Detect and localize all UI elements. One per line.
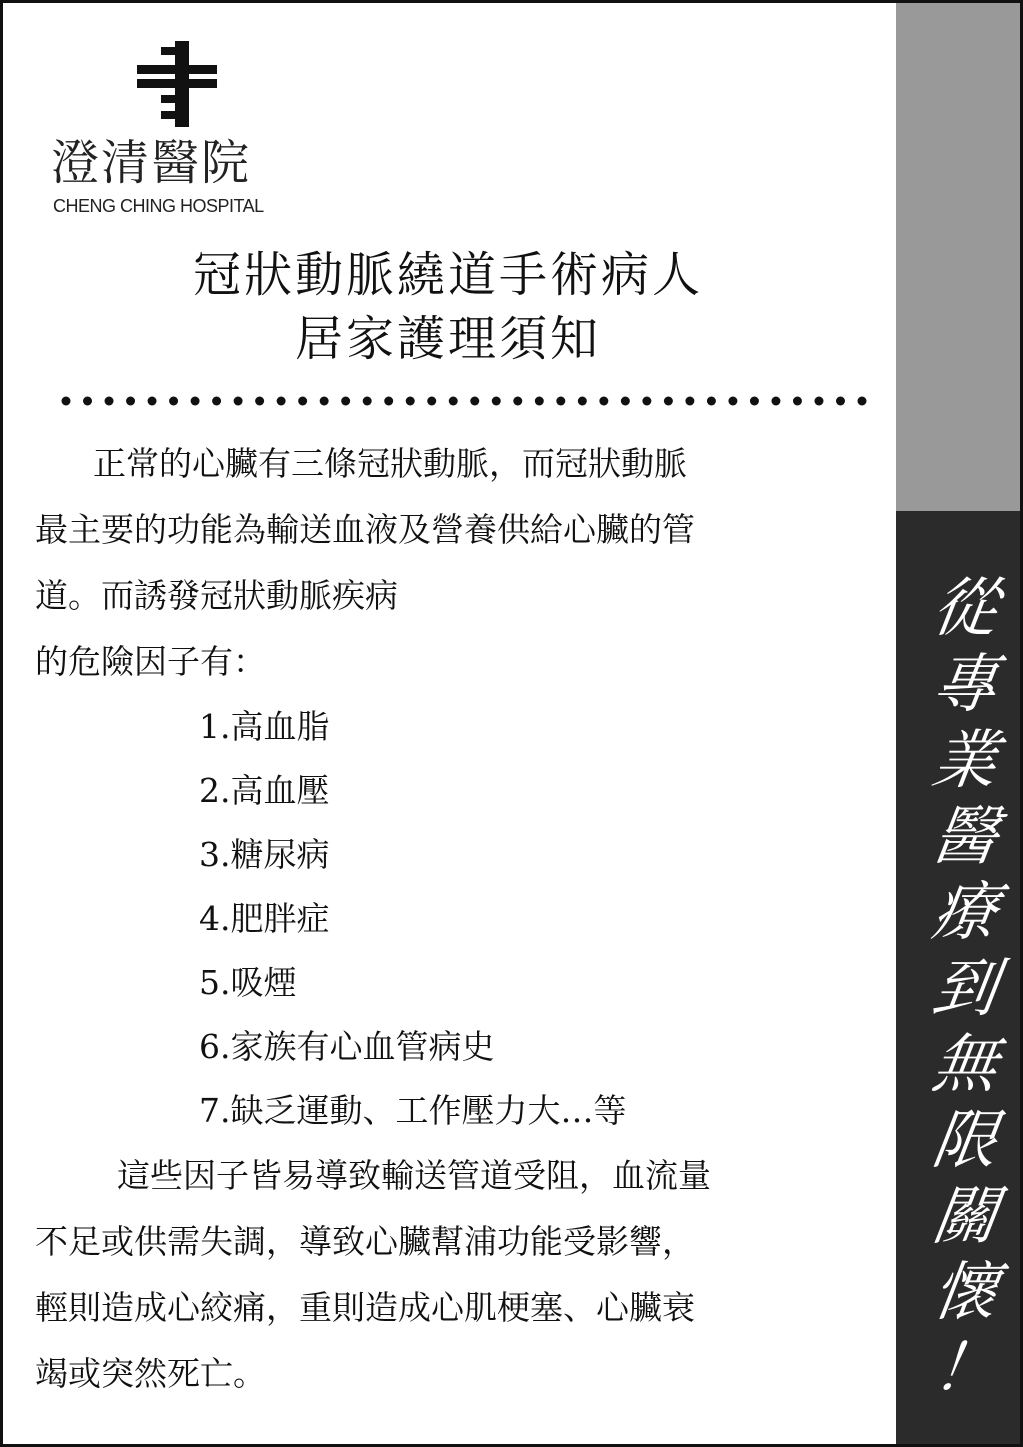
divider-dot [556,397,565,406]
divider-dot [836,397,845,406]
risk-factor-item: 5.吸煙 [199,963,297,1002]
divider-dot [793,397,802,406]
slogan-char: 限 [927,1104,1003,1178]
divider-dot [148,397,157,406]
divider-dot [858,397,867,406]
slogan-char: 無 [927,1028,1003,1102]
divider-dot [298,397,307,406]
divider-dot [255,397,264,406]
document-title [43,243,853,371]
slogan-char: 到 [927,952,1003,1026]
risk-factor-item: 7.缺乏運動、工作壓力大…等 [199,1091,627,1130]
title-line-2: 居家護理須知 [294,311,601,367]
divider-dot [470,397,479,406]
divider-dot [105,397,114,406]
slogan-char: ！ [927,1332,1003,1406]
divider-dot [427,397,436,406]
body-text [35,431,875,1407]
intro-line-2: 最主要的功能為輸送血液及營養供給心臟的管 [35,510,695,549]
intro-line-4: 的危險因子有： [35,642,266,681]
hospital-logo [47,39,307,219]
divider-dot [83,397,92,406]
hospital-name-en: CHENG CHING HOSPITAL [53,196,264,216]
hospital-cross-icon [137,41,217,127]
divider-dot [492,397,501,406]
divider-dot [384,397,393,406]
slogan-char: 專 [927,648,1003,722]
divider-dot [277,397,286,406]
divider-dot [771,397,780,406]
divider-dot [363,397,372,406]
outro-line-4: 竭或突然死亡。 [35,1354,266,1393]
divider-dot [750,397,759,406]
slogan-char: 懷 [927,1256,1003,1330]
risk-factor-list [35,695,875,1143]
dotted-divider [61,391,867,411]
divider-dot [169,397,178,406]
outro-line-2: 不足或供需失調，導致心臟幫浦功能受影響， [35,1222,695,1261]
risk-factor-item: 2.高血壓 [199,771,330,810]
divider-dot [62,397,71,406]
divider-dot [599,397,608,406]
sidebar-slogan [925,571,1005,1407]
intro-line-1: 正常的心臟有三條冠狀動脈，而冠狀動脈 [93,444,687,483]
divider-dot [578,397,587,406]
divider-dot [191,397,200,406]
title-line-1: 冠狀動脈繞道手術病人 [192,247,703,303]
slogan-char: 業 [927,724,1003,798]
divider-dot [664,397,673,406]
divider-dot [212,397,221,406]
divider-dot [535,397,544,406]
divider-dot [728,397,737,406]
slogan-char: 醫 [927,800,1003,874]
sidebar-top-band [896,3,1020,511]
outro-line-3: 輕則造成心絞痛，重則造成心肌梗塞、心臟衰 [35,1288,695,1327]
slogan-char: 從 [927,572,1003,646]
risk-factor-item: 6.家族有心血管病史 [199,1027,495,1066]
slogan-char: 關 [927,1180,1003,1254]
divider-dot [320,397,329,406]
divider-dot [449,397,458,406]
risk-factor-item: 1.高血脂 [199,707,330,746]
divider-dot [234,397,243,406]
divider-dot [707,397,716,406]
outro-line-1: 這些因子皆易導致輸送管道受阻，血流量 [117,1156,711,1195]
divider-dot [513,397,522,406]
risk-factor-item: 4.肥胖症 [199,899,330,938]
divider-dot [341,397,350,406]
slogan-char: 療 [927,876,1003,950]
risk-factor-item: 3.糖尿病 [199,835,330,874]
divider-dot [406,397,415,406]
divider-dot [685,397,694,406]
divider-dot [642,397,651,406]
hospital-name-zh: 澄清醫院 [51,135,252,191]
intro-line-3: 道。而誘發冠狀動脈疾病 [35,576,398,615]
divider-dot [126,397,135,406]
divider-dot [621,397,630,406]
divider-dot [814,397,823,406]
